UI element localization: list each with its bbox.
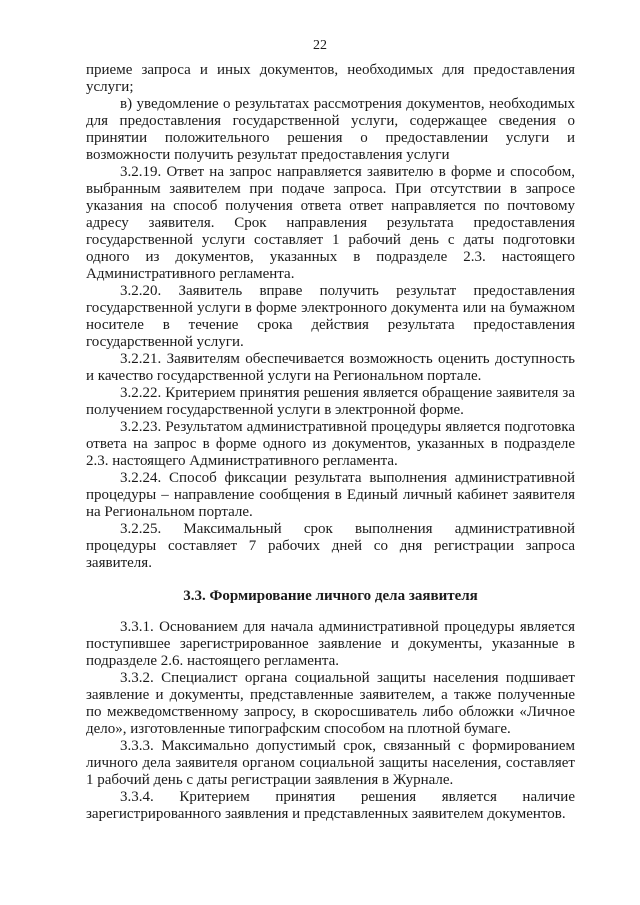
document-body	[86, 62, 575, 823]
paragraph-3-2-20: 3.2.20. Заявитель вправе получить результат предоставления государственной услуги в форме электронного документа или на бумажном носителе в течение срока действия результата предоставления государственной услуги.	[86, 283, 575, 350]
paragraph: приеме запроса и иных документов, необходимых для предоставления услуги;	[86, 62, 575, 95]
section-heading: 3.3. Формирование личного дела заявителя	[183, 588, 478, 604]
paragraph-3-3-1: 3.3.1. Основанием для начала административной процедуры является поступившее зарегистрированное заявление и документы, указанные в подразделе 2.6. настоящего регламента.	[86, 619, 575, 669]
paragraph-3-2-23: 3.2.23. Результатом административной процедуры является подготовка ответа на запрос в форме одного из документов, указанных в подразделе 2.3. настоящего Административного регламента.	[86, 419, 575, 469]
paragraph-3-2-21: 3.2.21. Заявителям обеспечивается возможность оценить доступность и качество государственной услуги на Региональном портале.	[86, 351, 575, 384]
paragraph-3-2-22: 3.2.22. Критерием принятия решения является обращение заявителя за получением государственной услуги в электронной форме.	[86, 385, 575, 418]
paragraph-3-2-25: 3.2.25. Максимальный срок выполнения административной процедуры составляет 7 рабочих дней со дня регистрации запроса заявителя.	[86, 521, 575, 571]
paragraph: в) уведомление о результатах рассмотрения документов, необходимых для предоставления государственной услуги, содержащее сведения о принятии положительного решения о предоставлении услуги и возможности получить результат предоставления услуги	[86, 96, 575, 163]
paragraph-3-3-2: 3.3.2. Специалист органа социальной защиты населения подшивает заявление и документы, представленные заявителем, а также полученные по межведомственному запросу, в скоросшиватель либо обложки «Личное дело», изготовленные типографским способом на плотной бумаге.	[86, 670, 575, 737]
paragraph-3-3-4: 3.3.4. Критерием принятия решения является наличие зарегистрированного заявления и представленных заявителем документов.	[86, 789, 575, 822]
paragraph-3-2-24: 3.2.24. Способ фиксации результата выполнения административной процедуры – направление сообщения в Единый личный кабинет заявителя на Региональном портале.	[86, 470, 575, 520]
paragraph-3-3-3: 3.3.3. Максимально допустимый срок, связанный с формированием личного дела заявителя органом социальной защиты населения, составляет 1 рабочий день с даты регистрации заявления в Журнале.	[86, 738, 575, 788]
page-number: 22	[313, 38, 327, 53]
paragraph-3-2-19: 3.2.19. Ответ на запрос направляется заявителю в форме и способом, выбранным заявителем при подаче запроса. При отсутствии в запросе указания на способ получения ответа ответ направляется по почтовому адресу заявителя. Срок направления результата предоставления государственной услуги составляет 1 рабочий день с даты подготовки одного из документов, указанных в подразделе 2.3. настоящего Административного регламента.	[86, 164, 575, 282]
